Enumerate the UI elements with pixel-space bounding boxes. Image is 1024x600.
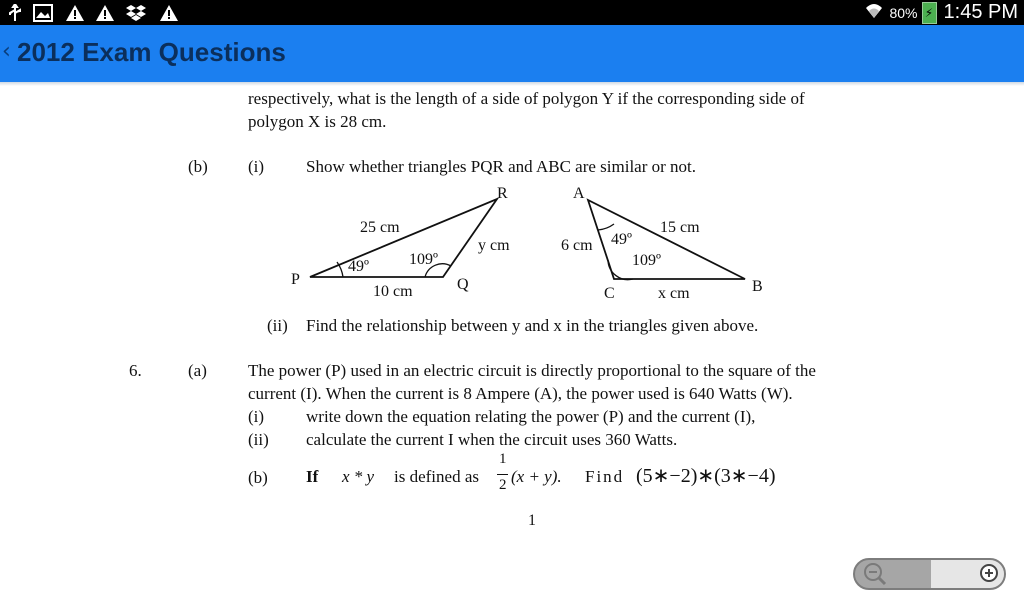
dropbox-icon: [124, 3, 148, 22]
warning-icon: [94, 3, 116, 22]
battery-percent: 80%: [889, 4, 918, 21]
q6b-frac-den: 2: [499, 477, 507, 493]
side-ac: 6 cm: [561, 237, 593, 254]
q6a-line2: current (I). When the current is 8 Ampere (A), the power used is 640 Watts (W).: [248, 384, 793, 403]
q6b-if: If: [306, 467, 319, 486]
side-cb: x cm: [658, 285, 690, 302]
q6a-line1: The power (P) used in an electric circuit is directly proportional to the square of the: [248, 361, 816, 380]
wifi-icon: [863, 2, 885, 24]
q6a-ii-label: (ii): [248, 430, 269, 449]
angle-a: 49º: [611, 231, 632, 248]
vertex-q: Q: [457, 276, 469, 293]
q5b-i-text: Show whether triangles PQR and ABC are similar or not.: [306, 157, 697, 176]
warning-icon: [64, 3, 86, 22]
page-title[interactable]: 2012 Exam Questions: [17, 37, 286, 67]
angle-c: 109º: [632, 252, 661, 269]
q6b-find: Find: [585, 467, 625, 486]
warning-icon: [158, 3, 180, 22]
side-pq: 10 cm: [373, 283, 413, 300]
side-pr: 25 cm: [360, 219, 400, 236]
back-chevron-icon[interactable]: ‹: [2, 39, 11, 64]
vertex-p: P: [291, 271, 300, 288]
usb-icon: [6, 3, 24, 22]
q6b-formula: (x + y).: [511, 467, 562, 486]
clock: 1:45 PM: [943, 1, 1018, 23]
q5b-i-label: (i): [248, 157, 265, 176]
vertex-b: B: [752, 278, 763, 295]
document-view[interactable]: [0, 82, 1024, 600]
angle-p: 49º: [348, 258, 369, 275]
angle-q: 109º: [409, 251, 438, 268]
q6a-i-label: (i): [248, 407, 265, 426]
zoom-controls: [853, 558, 1006, 590]
q6b-find-expr: (5∗−2)∗(3∗−4): [636, 465, 776, 487]
q6-number: 6.: [129, 361, 142, 380]
q6a-ii-text: calculate the current I when the circuit uses 360 Watts.: [306, 430, 678, 449]
zoom-in-icon[interactable]: [977, 562, 1001, 586]
q6b-expr: x * y: [342, 467, 375, 486]
battery-icon: ⚡: [922, 2, 937, 24]
vertex-c: C: [604, 285, 615, 302]
q6a-i-text: write down the equation relating the power (P) and the current (I),: [306, 407, 756, 426]
page-number: 1: [528, 512, 536, 529]
q5b-ii-label: (ii): [267, 316, 288, 335]
vertex-r: R: [497, 185, 508, 202]
triangle-pqr: [310, 199, 497, 277]
side-ab: 15 cm: [660, 219, 700, 236]
q5b-label: (b): [188, 157, 208, 176]
triangles-figure: [0, 82, 1024, 312]
q6b-defined: is defined as: [394, 467, 479, 486]
angle-a-arc: [598, 224, 614, 230]
q6a-label: (a): [188, 361, 207, 380]
status-bar: [0, 0, 1024, 25]
fraction-bar: [497, 474, 508, 475]
q6b-label: (b): [248, 468, 268, 487]
q5a-line1: respectively, what is the length of a side of polygon Y if the corresponding side of: [248, 89, 805, 108]
image-icon: [32, 3, 54, 22]
q6b-frac-num: 1: [499, 451, 507, 467]
zoom-out-icon[interactable]: [863, 562, 887, 586]
q5a-line2: polygon X is 28 cm.: [248, 112, 387, 131]
q5b-ii-text: Find the relationship between y and x in the triangles given above.: [306, 316, 759, 335]
action-bar: [0, 25, 1024, 82]
vertex-a: A: [573, 185, 585, 202]
side-qr: y cm: [478, 237, 510, 254]
